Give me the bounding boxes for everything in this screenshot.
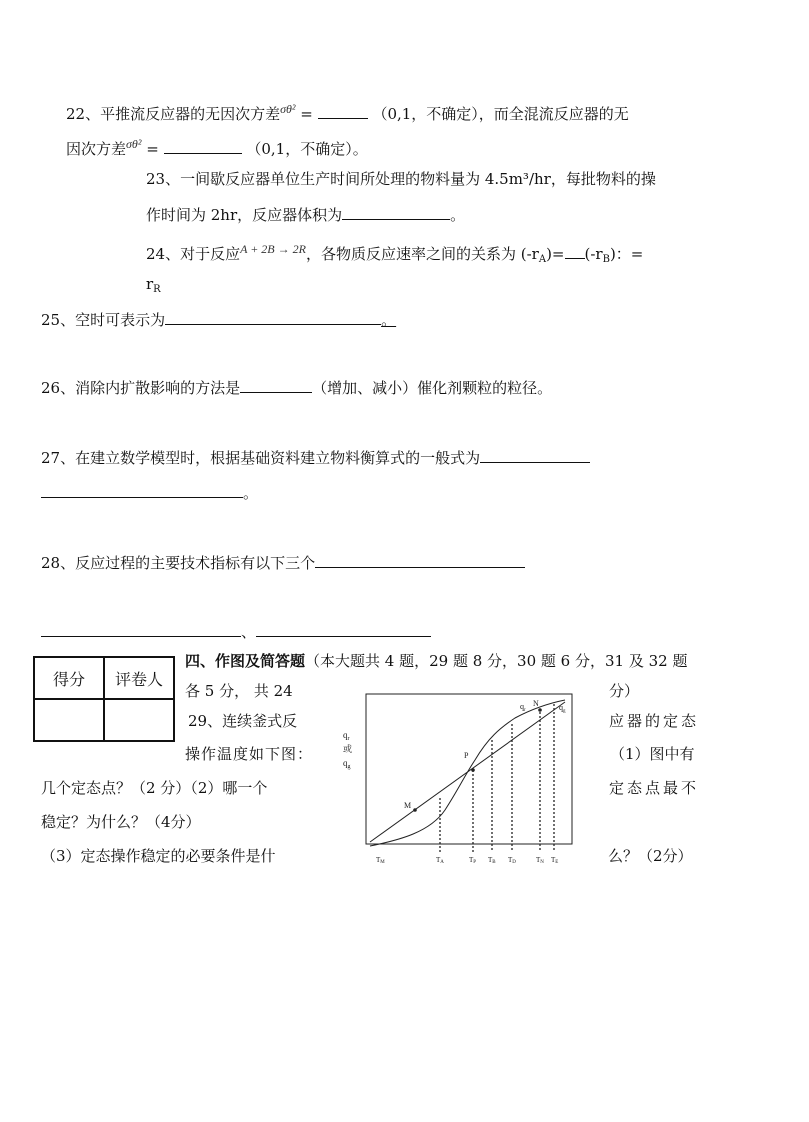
q23-blank[interactable] — [342, 203, 450, 220]
dotted-guides — [440, 704, 554, 852]
q27-line1: 27、在建立数学模型时，根据基础资料建立物料衡算式的一般式为 — [41, 446, 590, 469]
q29-l1a: 29、连续釜式反 — [188, 712, 298, 730]
q28-blank-1[interactable] — [315, 551, 525, 568]
q24-line2: $r_R$ — [146, 275, 161, 295]
y-label-q2: $q_g$ — [343, 758, 351, 770]
q27-line2: 。 — [41, 481, 258, 504]
section4-title: 四、作图及简答题 — [185, 652, 306, 670]
sigma-theta-squared: σθ² — [126, 137, 142, 151]
q29-l4a: 稳定？为什么？（4分） — [41, 813, 201, 831]
q27-blank-2[interactable] — [41, 481, 243, 498]
q26-blank[interactable] — [240, 376, 312, 393]
grader-cell[interactable] — [104, 699, 174, 741]
q28-line1: 28、反应过程的主要技术指标有以下三个 — [41, 551, 525, 574]
label-n: N — [533, 699, 539, 708]
label-qr: $q_r$ — [520, 702, 526, 713]
point-n — [538, 708, 542, 712]
q26-line: 26、消除内扩散影响的方法是 （增加、减小）催化剂颗粒的粒径。 — [41, 376, 552, 399]
q29-l1b: 应器的定态 — [609, 712, 700, 730]
label-qg: $q_g$ — [559, 703, 566, 714]
q29-l2b: （1）图中有 — [610, 745, 695, 763]
q24-line1: 24、对于反应$^{A + 2B \to 2R}$，各物质反应速率之间的关系为 $(-r_A)= (-r_B)$：= — [146, 242, 644, 265]
point-p — [471, 768, 475, 772]
label-p: P — [464, 751, 469, 760]
q29-l3a: 几个定态点？（2 分）（2）哪一个 — [41, 779, 268, 797]
q29-l5b: 么？（2分） — [608, 847, 693, 865]
q29-l5a: （3）定态操作稳定的必要条件是什 — [41, 847, 276, 865]
section4-heading: 四、作图及简答题（本大题共 4 题，29 题 8 分，30 题 6 分，31 及 32 题 — [185, 652, 688, 670]
tick-tm: TM — [376, 856, 385, 865]
tick-ta: TA — [436, 856, 444, 865]
q29-l3b: 定态点最不 — [609, 779, 700, 797]
q22-blank-1[interactable] — [318, 102, 368, 119]
section4-desc2a: 各 5 分， 共 24 — [185, 682, 293, 700]
score-table — [33, 656, 175, 742]
section4-desc2b: 分） — [609, 682, 640, 700]
q24-blank[interactable] — [565, 242, 585, 259]
q22-blank-2[interactable] — [164, 137, 242, 154]
q22-line2: 因次方差$^{\sigma\theta^2}$ = （0,1，不确定）。 — [66, 137, 368, 158]
q23-line1: 23、一间歇反应器单位生产时间所处理的物料量为 4.5m³/hr，每批物料的操 — [146, 170, 656, 188]
point-m — [413, 808, 417, 812]
x-tick-labels — [376, 856, 558, 865]
tick-td: TD — [508, 856, 516, 865]
q22-line1: 22、平推流反应器的无因次方差$^{\sigma\theta^2}$ = （0,1，不确定），而全混流反应器的无 — [66, 102, 629, 123]
reaction-equation: A + 2B → 2R — [240, 242, 306, 256]
generation-heat-curve — [370, 700, 565, 846]
q29-l2a: 操作温度如下图： — [185, 745, 314, 763]
q23-line2: 作时间为 2hr，反应器体积为 。 — [146, 203, 465, 226]
q25-line: 25、空时可表示为 。 — [41, 308, 396, 331]
score-cell[interactable] — [34, 699, 104, 741]
q28-line2: 、 — [41, 620, 431, 643]
tick-tp: TP — [469, 856, 477, 865]
sigma-theta-squared: σθ² — [280, 102, 296, 116]
steady-state-diagram — [340, 690, 595, 880]
y-label-q1: $q_r$ — [343, 730, 350, 742]
grader-header: 评卷人 — [104, 657, 174, 699]
tick-tb: TB — [488, 856, 496, 865]
q28-blank-3[interactable] — [256, 620, 431, 637]
tick-tn: TN — [536, 856, 544, 865]
label-m: M — [404, 801, 412, 810]
q25-blank[interactable] — [165, 308, 381, 325]
y-label-or: 或 — [343, 744, 353, 754]
q28-blank-2[interactable] — [41, 620, 241, 637]
score-header: 得分 — [34, 657, 104, 699]
tick-te: TE — [551, 856, 559, 865]
q27-blank-1[interactable] — [480, 446, 590, 463]
